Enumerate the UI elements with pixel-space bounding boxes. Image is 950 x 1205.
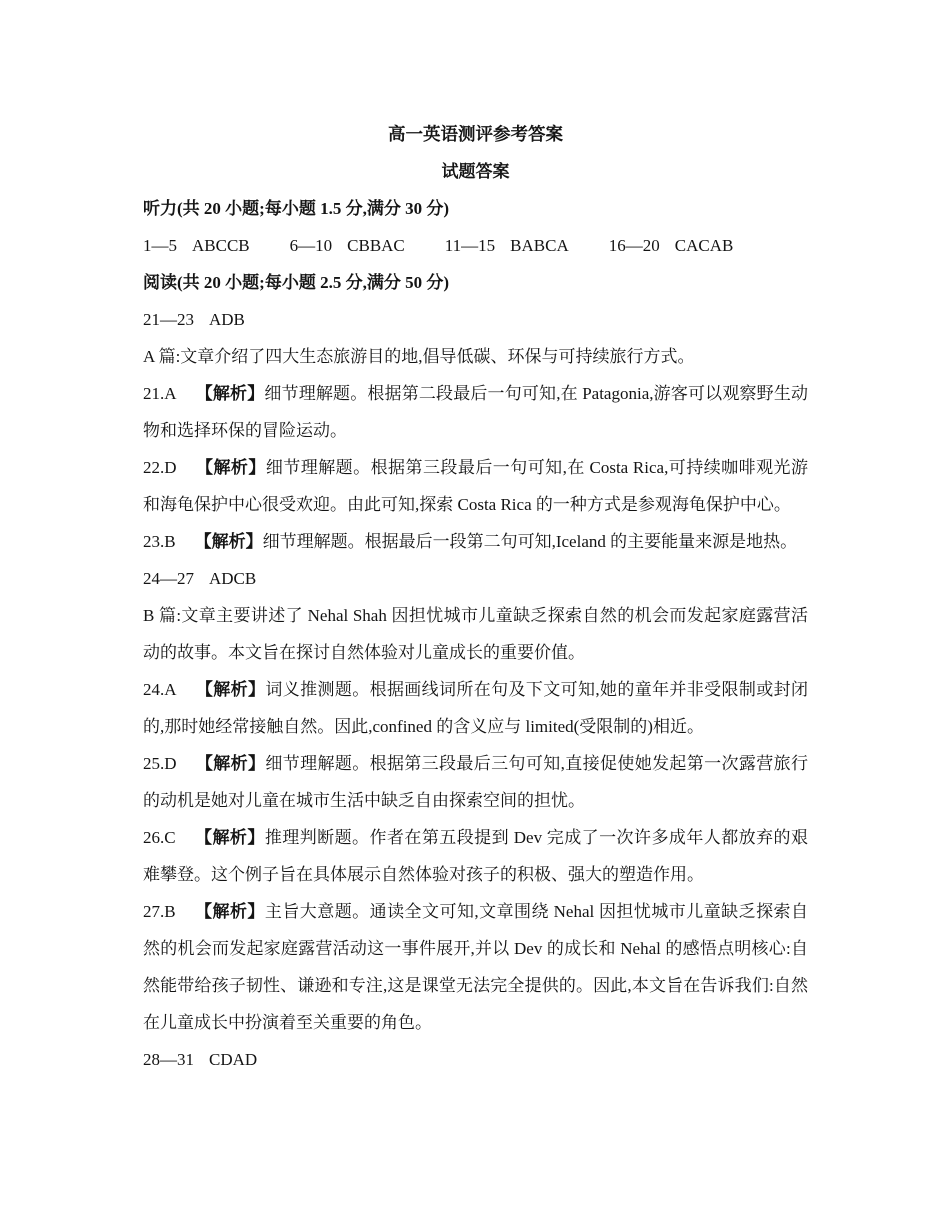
answer-letters: ABCCB bbox=[192, 236, 250, 255]
item-number: 22.D bbox=[143, 458, 177, 477]
analysis-body: 细节理解题。根据第三段最后三句可知,直接促使她发起第一次露营旅行的动机是她对儿童在城市生活中缺乏自由探索空间的担忧。 bbox=[143, 754, 809, 810]
analysis-tag: 【解析】 bbox=[194, 828, 265, 847]
answer-group bbox=[445, 236, 569, 255]
passage-c-answers-row bbox=[143, 1041, 808, 1078]
answer-range: 21—23 bbox=[143, 310, 194, 329]
explanation-item bbox=[143, 523, 808, 560]
analysis-body: 细节理解题。根据第二段最后一句可知,在 Patagonia,游客可以观察野生动物和选择环保的冒险运动。 bbox=[143, 384, 808, 440]
explanation-item bbox=[143, 375, 808, 449]
item-number: 25.D bbox=[143, 754, 177, 773]
explanation-item bbox=[143, 449, 808, 523]
analysis-tag: 【解析】 bbox=[194, 532, 263, 551]
analysis-tag: 【解析】 bbox=[195, 384, 265, 403]
answer-letters: CBBAC bbox=[347, 236, 405, 255]
item-number: 26.C bbox=[143, 828, 176, 847]
answer-group bbox=[609, 236, 734, 255]
answer-letters: CACAB bbox=[674, 236, 734, 255]
reading-section-header: 阅读(共 20 小题;每小题 2.5 分,满分 50 分) bbox=[143, 273, 449, 292]
analysis-body: 词义推测题。根据画线词所在句及下文可知,她的童年并非受限制或封闭的,那时她经常接触自然。因此,confined 的含义应与 limited(受限制的)相近。 bbox=[143, 680, 809, 736]
explanation-item bbox=[143, 671, 808, 745]
passage-a-answers-row bbox=[143, 301, 808, 338]
listening-section-header: 听力(共 20 小题;每小题 1.5 分,满分 30 分) bbox=[143, 199, 449, 218]
answer-range: 28—31 bbox=[143, 1050, 194, 1069]
analysis-body: 主旨大意题。通读全文可知,文章围绕 Nehal 因担忧城市儿童缺乏探索自然的机会而发起家庭露营活动这一事件展开,并以 Dev 的成长和 Nehal 的感悟点明核心:自然能带给孩子韧性、谦逊和专注,这是课堂无法完全提供的。因此,本文旨在告诉我们:自然在儿童成长中扮演着至关重要的角色。 bbox=[143, 902, 808, 1032]
analysis-tag: 【解析】 bbox=[195, 754, 266, 773]
explanation-item bbox=[143, 893, 808, 1041]
answer-range: 1—5 bbox=[143, 236, 177, 255]
passage-b-summary: B 篇:文章主要讲述了 Nehal Shah 因担忧城市儿童缺乏探索自然的机会而发起家庭露营活动的故事。本文旨在探讨自然体验对儿童成长的重要价值。 bbox=[143, 606, 808, 662]
answer-letters: CDAD bbox=[209, 1050, 258, 1069]
item-number: 23.B bbox=[143, 532, 176, 551]
listening-answers-row bbox=[143, 227, 808, 264]
item-number: 21.A bbox=[143, 384, 177, 403]
passage-b-answers-row bbox=[143, 560, 808, 597]
answer-group bbox=[143, 236, 250, 255]
answer-range: 6—10 bbox=[289, 236, 333, 255]
analysis-tag: 【解析】 bbox=[194, 902, 265, 921]
item-number: 24.A bbox=[143, 680, 177, 699]
item-number: 27.B bbox=[143, 902, 176, 921]
page-title: 高一英语测评参考答案 bbox=[388, 124, 563, 144]
passage-a-summary: A 篇:文章介绍了四大生态旅游目的地,倡导低碳、环保与可持续旅行方式。 bbox=[143, 347, 695, 366]
answer-letters: BABCA bbox=[510, 236, 569, 255]
answer-range: 11—15 bbox=[444, 236, 496, 255]
analysis-tag: 【解析】 bbox=[195, 680, 266, 699]
explanation-item bbox=[143, 819, 808, 893]
answer-letters: ADB bbox=[209, 310, 245, 329]
analysis-tag: 【解析】 bbox=[195, 458, 266, 477]
analysis-body: 细节理解题。根据最后一段第二句可知,Iceland 的主要能量来源是地热。 bbox=[262, 532, 798, 551]
answer-range: 16—20 bbox=[608, 236, 660, 255]
explanation-item bbox=[143, 745, 808, 819]
answer-range: 24—27 bbox=[143, 569, 194, 588]
page-subtitle: 试题答案 bbox=[441, 162, 510, 181]
analysis-body: 细节理解题。根据第三段最后一句可知,在 Costa Rica,可持续咖啡观光游和海龟保护中心很受欢迎。由此可知,探索 Costa Rica 的一种方式是参观海龟保护中心。 bbox=[143, 458, 809, 514]
answer-letters: ADCB bbox=[209, 569, 257, 588]
analysis-body: 推理判断题。作者在第五段提到 Dev 完成了一次许多成年人都放弃的艰难攀登。这个例子旨在具体展示自然体验对孩子的积极、强大的塑造作用。 bbox=[143, 828, 809, 884]
answer-group bbox=[290, 236, 405, 255]
